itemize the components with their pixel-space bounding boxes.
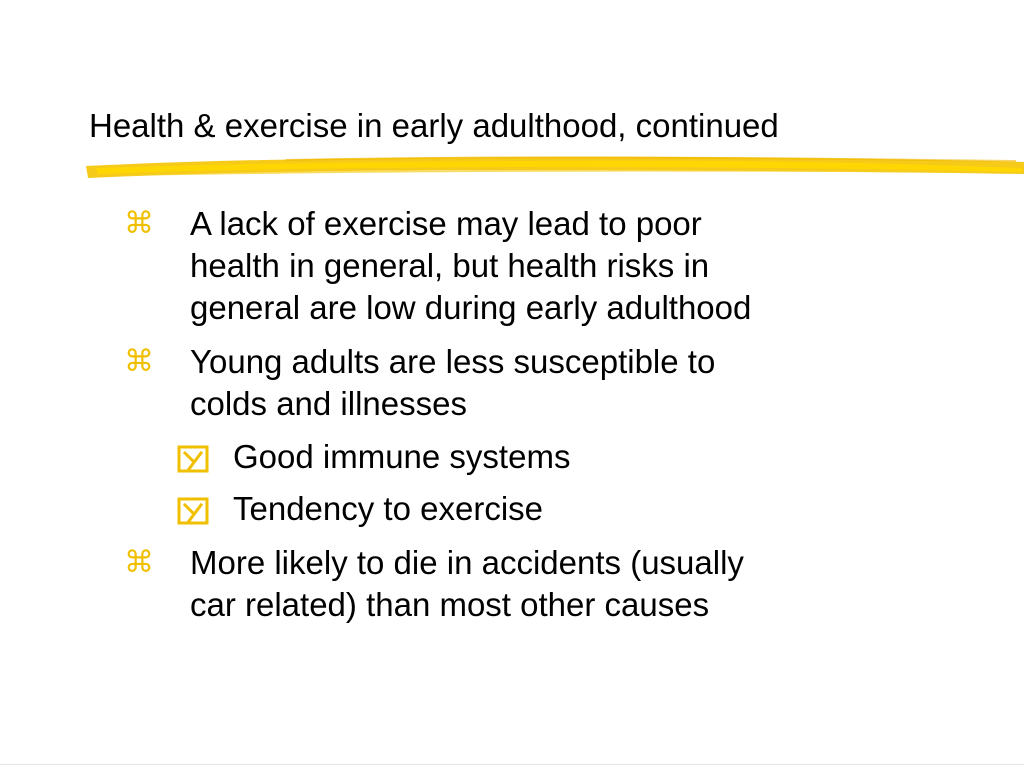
sub-bullet-text: Tendency to exercise (233, 490, 544, 527)
bullet-item (124, 203, 752, 329)
checkbox-y-icon (177, 445, 209, 473)
bullet-item (124, 542, 744, 626)
bullet-text-line: health in general, but health risks in (190, 247, 710, 284)
bullet-text-line: car related) than most other causes (190, 586, 710, 623)
bullet-text-line: colds and illnesses (190, 385, 467, 422)
bottom-divider (0, 764, 1024, 765)
sub-bullet-text: Good immune systems (233, 438, 571, 475)
bullet-text-line: Young adults are less susceptible to (190, 343, 716, 380)
checkbox-y-icon (177, 497, 209, 525)
command-bullet-icon: ⌘ (124, 206, 154, 241)
title-underline-brushstroke (86, 148, 1024, 188)
bullet-text-line: A lack of exercise may lead to poor (190, 205, 702, 242)
bullet-text-line: general are low during early adulthood (190, 289, 752, 326)
command-bullet-icon: ⌘ (124, 344, 154, 379)
command-bullet-icon: ⌘ (124, 545, 154, 580)
bullet-text-line: More likely to die in accidents (usually (190, 544, 744, 581)
sub-bullet-item (233, 488, 543, 530)
sub-bullet-item (233, 436, 570, 478)
slide-title: Health & exercise in early adulthood, continued (89, 107, 779, 144)
bullet-item (124, 341, 716, 425)
